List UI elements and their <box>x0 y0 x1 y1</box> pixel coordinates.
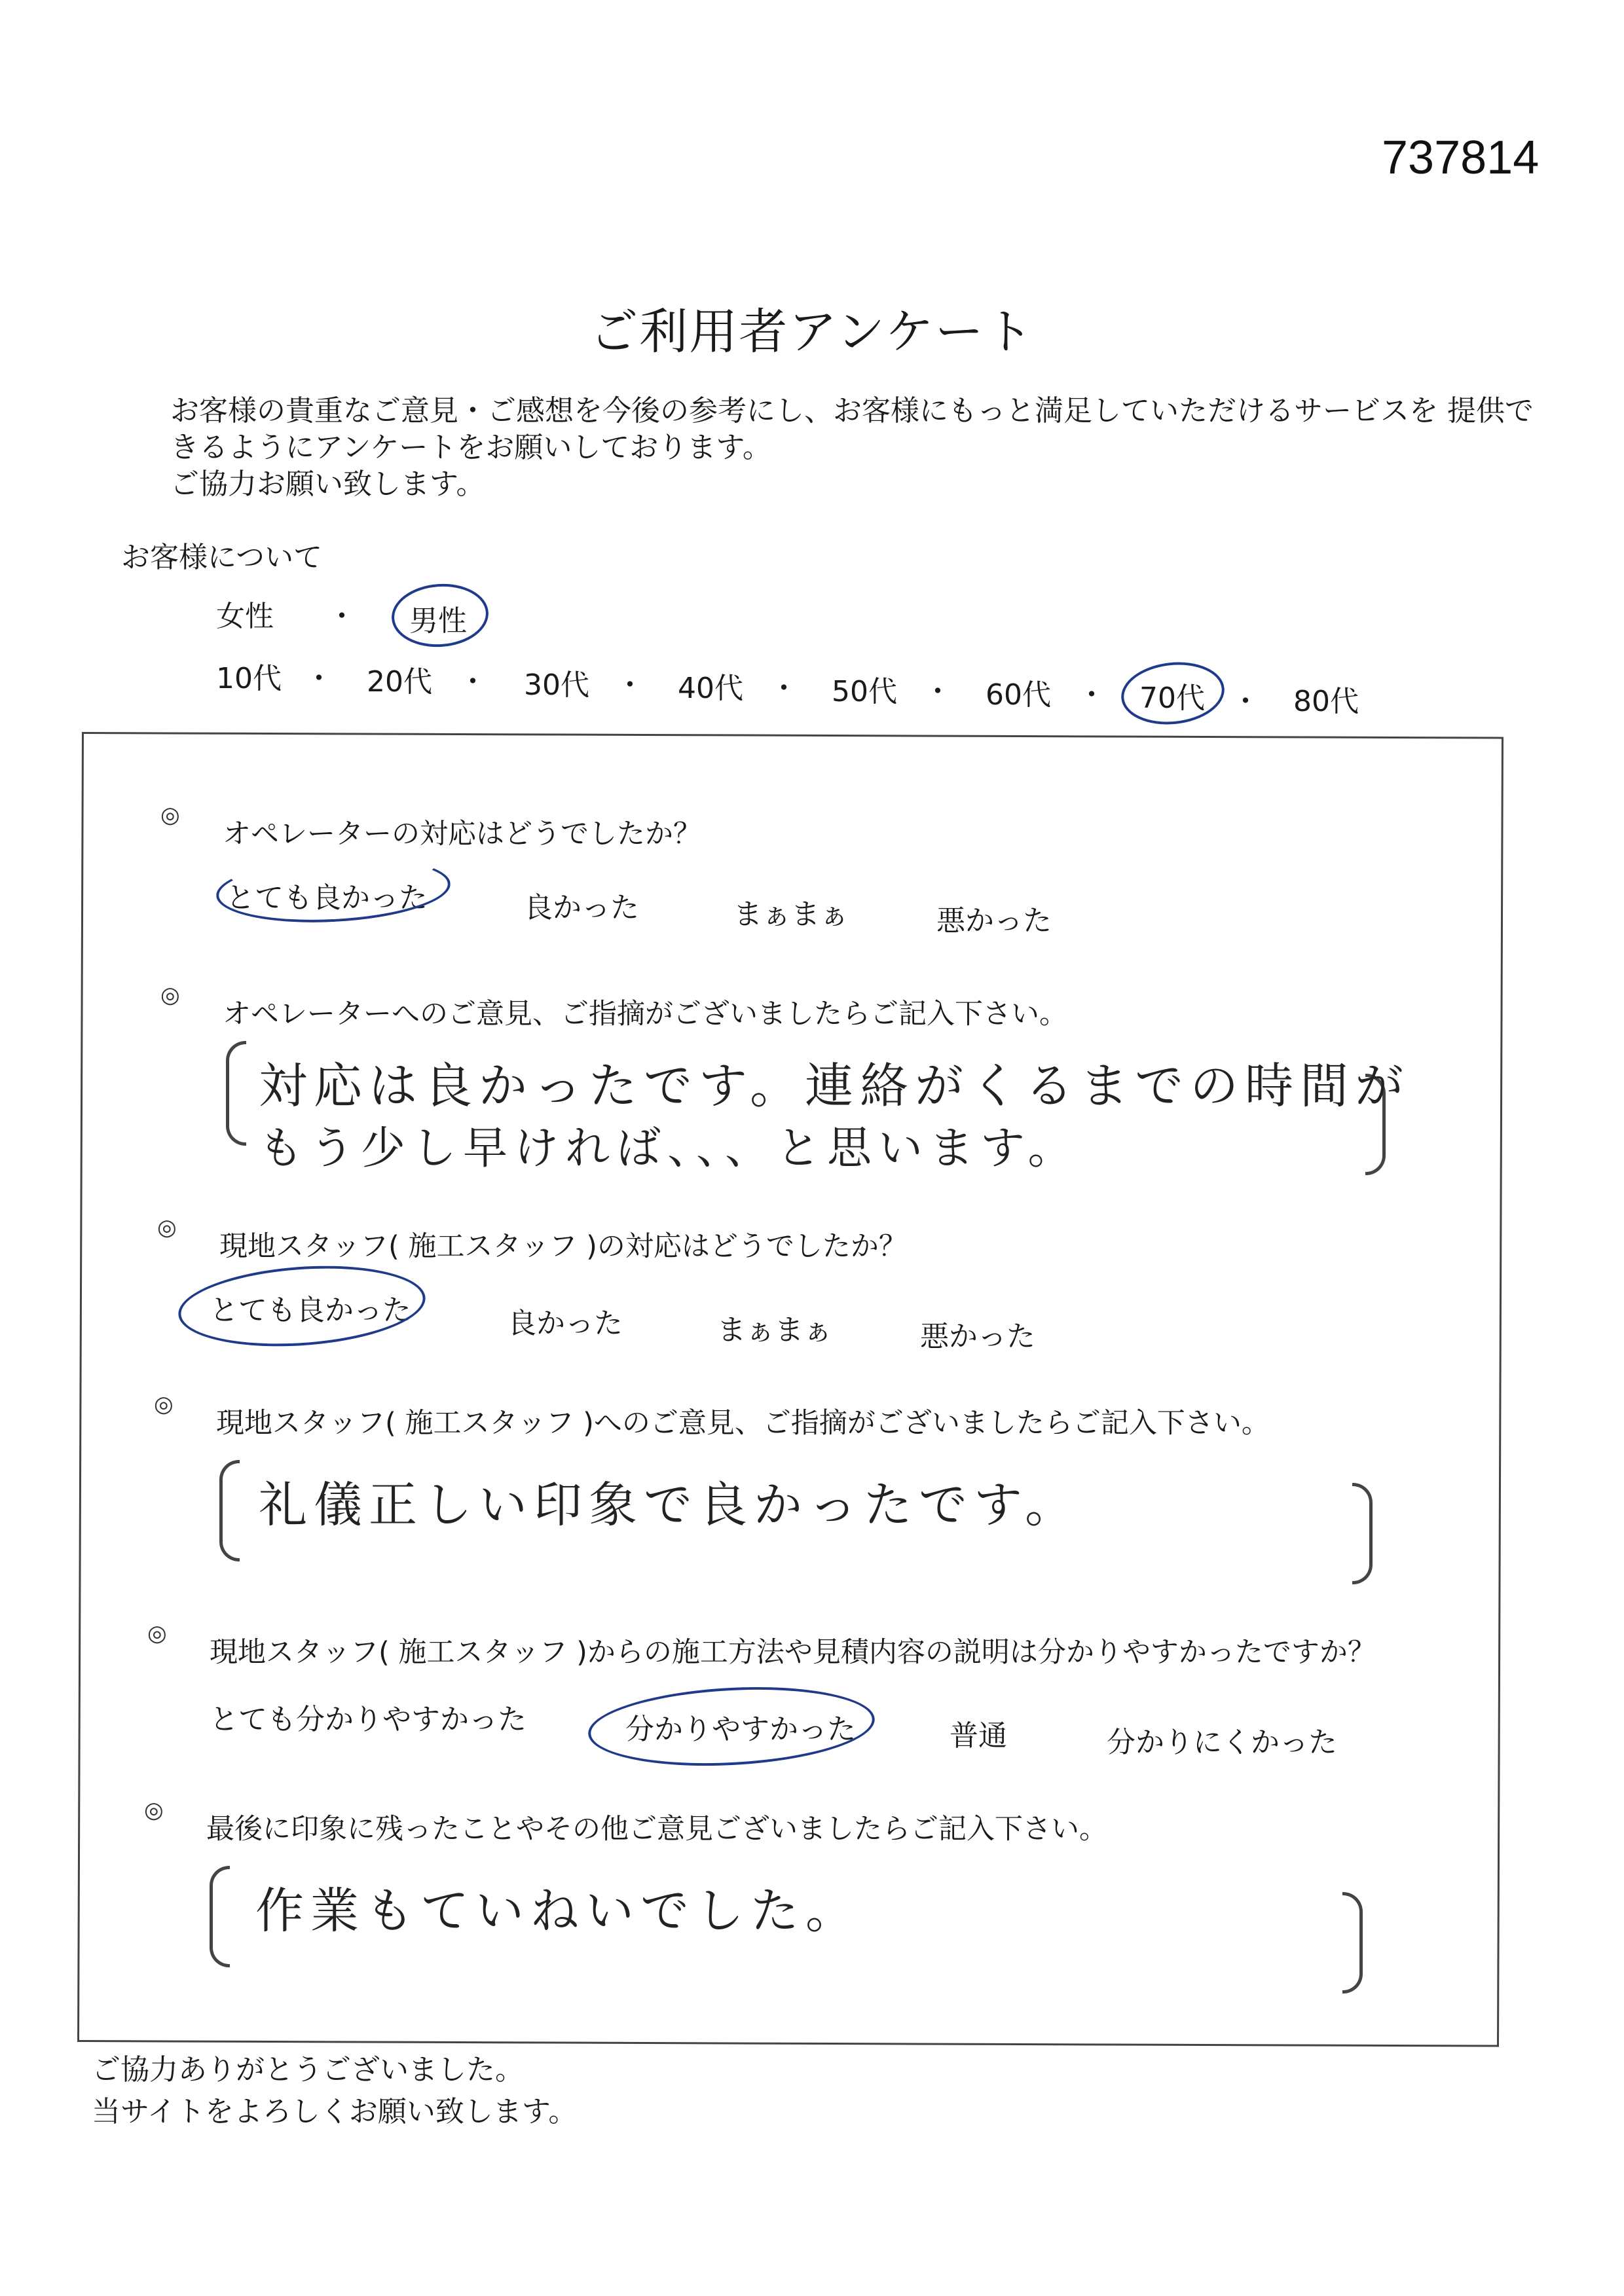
answer-4-line-1: 礼儀正しい印象で良かったです。 <box>259 1477 1080 1533</box>
question-4: 現地スタッフ( 施工スタッフ )へのご意見、ご指摘がございましたらご記入下さい。 <box>216 1407 1270 1440</box>
separator: ・ <box>304 662 333 695</box>
separator: ・ <box>327 600 356 633</box>
answer-bracket-left <box>219 1460 240 1561</box>
q5-option-normal[interactable]: 普通 <box>950 1719 1007 1753</box>
q3-option-so-so[interactable]: まぁまぁ <box>717 1313 832 1347</box>
selection-circle <box>390 581 490 650</box>
gender-option-male[interactable]: 男性 <box>409 604 467 638</box>
question-3: 現地スタッフ( 施工スタッフ )の対応はどうでしたか？ <box>219 1230 907 1263</box>
page-title: ご利用者アンケート <box>589 304 1035 360</box>
bullet-icon: ◎ <box>160 982 180 1008</box>
answer-bracket-right <box>1342 1892 1363 1994</box>
answer-2-line-1: 対応は良かったです。連絡がくるまでの時間が <box>259 1058 1411 1114</box>
question-5: 現地スタッフ( 施工スタッフ )からの施工方法や見積内容の説明は分かりやすかったですか？ <box>210 1636 1376 1669</box>
answer-6-line-1: 作業もていねいでした。 <box>255 1883 860 1939</box>
separator: ・ <box>1077 678 1106 712</box>
selection-circle <box>1118 657 1228 729</box>
q5-option-unclear[interactable]: 分かりにくかった <box>1107 1726 1337 1759</box>
footer <box>92 2049 577 2133</box>
bullet-icon: ◎ <box>154 1391 174 1417</box>
bullet-icon: ◎ <box>147 1620 167 1647</box>
gender-option-female[interactable]: 女性 <box>216 600 274 633</box>
document-id: 737814 <box>1382 132 1540 184</box>
separator: ・ <box>769 672 798 705</box>
q3-option-very-good[interactable]: とても良かった <box>210 1294 411 1327</box>
separator: ・ <box>458 665 487 699</box>
age-option-60s[interactable]: 60代 <box>986 678 1051 712</box>
intro-line: ご協力お願い致します。 <box>170 467 485 501</box>
age-option-30s[interactable]: 30代 <box>524 668 589 702</box>
q3-option-bad[interactable]: 悪かった <box>920 1320 1035 1353</box>
answer-bracket-right <box>1352 1483 1373 1584</box>
intro-text <box>170 393 1572 503</box>
age-option-40s[interactable]: 40代 <box>678 672 743 705</box>
question-6: 最後に印象に残ったことやその他ご意見ございましたらご記入下さい。 <box>206 1813 1107 1846</box>
customer-heading: お客様について <box>121 541 323 574</box>
separator: ・ <box>616 668 644 702</box>
age-option-80s[interactable]: 80代 <box>1293 685 1359 718</box>
q3-option-good[interactable]: 良かった <box>507 1307 623 1340</box>
q1-option-so-so[interactable]: まぁまぁ <box>733 898 849 931</box>
answer-2-line-2: もう少し早ければ、、、と思います。 <box>259 1123 1079 1175</box>
bullet-icon: ◎ <box>144 1797 164 1823</box>
question-2: オペレーターへのご意見、ご指摘がございましたらご記入下さい。 <box>223 998 1067 1030</box>
answer-bracket-left <box>210 1866 230 1967</box>
q5-option-very-clear[interactable]: とても分かりやすかった <box>210 1703 526 1736</box>
separator: ・ <box>1231 685 1260 718</box>
footer-line: 当サイトをよろしくお願い致します。 <box>92 2095 578 2128</box>
intro-line: お客様の貴重なご意見・ご感想を今後の参考にし、お客様にもっと満足していただけるサービスを 提供で <box>170 394 1534 428</box>
q5-option-clear[interactable]: 分かりやすかった <box>625 1713 856 1746</box>
bullet-icon: ◎ <box>160 802 180 828</box>
q1-option-very-good[interactable]: とても良かった <box>226 881 428 915</box>
age-option-20s[interactable]: 20代 <box>367 665 432 699</box>
answer-bracket-left <box>226 1041 246 1146</box>
question-1: オペレーターの対応はどうでしたか？ <box>223 818 701 850</box>
q1-option-good[interactable]: 良かった <box>524 891 639 924</box>
q1-option-bad[interactable]: 悪かった <box>936 904 1052 938</box>
age-option-50s[interactable]: 50代 <box>832 675 897 708</box>
bullet-icon: ◎ <box>157 1214 177 1241</box>
separator: ・ <box>923 675 952 708</box>
age-option-10s[interactable]: 10代 <box>216 662 282 695</box>
footer-line: ご協力ありがとうございました。 <box>92 2053 524 2086</box>
age-option-70s[interactable]: 70代 <box>1139 682 1205 715</box>
intro-line: きるようにアンケートをお願いしております。 <box>170 431 771 464</box>
